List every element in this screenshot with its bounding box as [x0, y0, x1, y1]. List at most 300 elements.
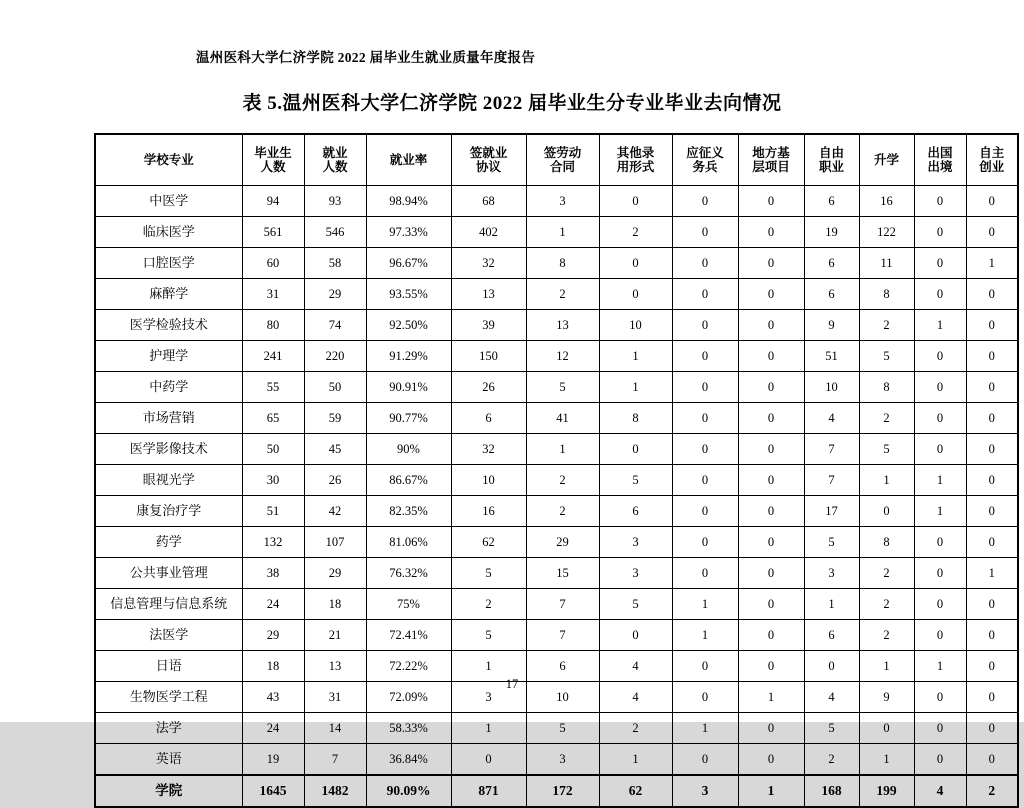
cell-freelance: 10 [804, 372, 859, 403]
cell-further_study: 1 [859, 744, 914, 776]
column-header-label-2: 出境 [927, 160, 953, 174]
cell-grassroots: 0 [738, 341, 804, 372]
cell-freelance: 19 [804, 217, 859, 248]
cell-freelance: 4 [804, 682, 859, 713]
cell-contract: 10 [526, 682, 599, 713]
cell-freelance: 1 [804, 589, 859, 620]
cell-major: 生物医学工程 [95, 682, 242, 713]
cell-abroad: 1 [914, 496, 966, 527]
cell-rate: 72.22% [366, 651, 451, 682]
cell-rate: 91.29% [366, 341, 451, 372]
cell-grassroots: 0 [738, 558, 804, 589]
cell-army: 0 [672, 248, 738, 279]
cell-employed: 93 [304, 186, 366, 217]
cell-contract: 1 [526, 217, 599, 248]
cell-major: 医学检验技术 [95, 310, 242, 341]
total-cell-army: 3 [672, 775, 738, 807]
cell-graduates: 50 [242, 434, 304, 465]
column-header-label-2: 用形式 [616, 160, 655, 174]
cell-rate: 75% [366, 589, 451, 620]
cell-abroad: 0 [914, 744, 966, 776]
cell-further_study: 5 [859, 434, 914, 465]
cell-further_study: 2 [859, 589, 914, 620]
cell-startup: 0 [966, 682, 1018, 713]
cell-agreement: 3 [451, 682, 526, 713]
cell-contract: 2 [526, 496, 599, 527]
total-cell-grassroots: 1 [738, 775, 804, 807]
column-header-label-2: 创业 [979, 160, 1005, 174]
cell-rate: 81.06% [366, 527, 451, 558]
cell-startup: 0 [966, 434, 1018, 465]
cell-startup: 0 [966, 465, 1018, 496]
cell-army: 1 [672, 589, 738, 620]
table-row [95, 620, 1018, 651]
cell-abroad: 0 [914, 620, 966, 651]
cell-major: 康复治疗学 [95, 496, 242, 527]
employment-table [94, 133, 1019, 808]
cell-graduates: 561 [242, 217, 304, 248]
column-header-label-2: 人数 [322, 160, 348, 174]
cell-graduates: 55 [242, 372, 304, 403]
cell-startup: 0 [966, 620, 1018, 651]
cell-employed: 220 [304, 341, 366, 372]
cell-other_forms: 1 [599, 341, 672, 372]
cell-grassroots: 0 [738, 217, 804, 248]
cell-grassroots: 0 [738, 372, 804, 403]
cell-army: 0 [672, 682, 738, 713]
cell-freelance: 0 [804, 651, 859, 682]
cell-graduates: 132 [242, 527, 304, 558]
cell-further_study: 2 [859, 558, 914, 589]
cell-contract: 12 [526, 341, 599, 372]
column-header-label: 自由 [818, 145, 844, 160]
column-header-army [672, 134, 738, 186]
column-header-abroad [914, 134, 966, 186]
cell-agreement: 2 [451, 589, 526, 620]
cell-startup: 0 [966, 651, 1018, 682]
cell-further_study: 5 [859, 341, 914, 372]
cell-abroad: 0 [914, 372, 966, 403]
cell-abroad: 0 [914, 217, 966, 248]
cell-grassroots: 0 [738, 713, 804, 744]
cell-freelance: 7 [804, 465, 859, 496]
cell-major: 临床医学 [95, 217, 242, 248]
cell-further_study: 0 [859, 496, 914, 527]
cell-graduates: 43 [242, 682, 304, 713]
cell-graduates: 80 [242, 310, 304, 341]
table-row [95, 496, 1018, 527]
cell-major: 日语 [95, 651, 242, 682]
cell-rate: 92.50% [366, 310, 451, 341]
cell-employed: 58 [304, 248, 366, 279]
cell-further_study: 8 [859, 372, 914, 403]
cell-contract: 41 [526, 403, 599, 434]
cell-other_forms: 5 [599, 465, 672, 496]
cell-employed: 42 [304, 496, 366, 527]
cell-graduates: 31 [242, 279, 304, 310]
cell-agreement: 62 [451, 527, 526, 558]
cell-major: 麻醉学 [95, 279, 242, 310]
cell-contract: 8 [526, 248, 599, 279]
cell-grassroots: 0 [738, 279, 804, 310]
total-cell-contract: 172 [526, 775, 599, 807]
cell-contract: 2 [526, 279, 599, 310]
cell-rate: 76.32% [366, 558, 451, 589]
cell-graduates: 241 [242, 341, 304, 372]
cell-further_study: 1 [859, 651, 914, 682]
cell-contract: 5 [526, 372, 599, 403]
cell-freelance: 5 [804, 713, 859, 744]
cell-agreement: 32 [451, 248, 526, 279]
cell-startup: 0 [966, 744, 1018, 776]
cell-rate: 86.67% [366, 465, 451, 496]
cell-agreement: 5 [451, 620, 526, 651]
cell-graduates: 24 [242, 713, 304, 744]
cell-startup: 0 [966, 217, 1018, 248]
cell-abroad: 0 [914, 558, 966, 589]
cell-agreement: 150 [451, 341, 526, 372]
cell-major: 信息管理与信息系统 [95, 589, 242, 620]
cell-contract: 2 [526, 465, 599, 496]
column-header-label: 应征义 [686, 145, 724, 160]
cell-army: 0 [672, 744, 738, 776]
cell-rate: 90% [366, 434, 451, 465]
cell-agreement: 0 [451, 744, 526, 776]
cell-employed: 13 [304, 651, 366, 682]
cell-startup: 0 [966, 496, 1018, 527]
cell-contract: 15 [526, 558, 599, 589]
cell-army: 0 [672, 217, 738, 248]
total-cell-startup: 2 [966, 775, 1018, 807]
cell-other_forms: 4 [599, 651, 672, 682]
table-row [95, 589, 1018, 620]
cell-contract: 5 [526, 713, 599, 744]
cell-abroad: 0 [914, 248, 966, 279]
total-cell-agreement: 871 [451, 775, 526, 807]
table-row [95, 372, 1018, 403]
cell-startup: 0 [966, 713, 1018, 744]
cell-startup: 0 [966, 310, 1018, 341]
cell-other_forms: 2 [599, 217, 672, 248]
cell-graduates: 65 [242, 403, 304, 434]
table-row [95, 558, 1018, 589]
cell-agreement: 16 [451, 496, 526, 527]
column-header-label-2: 人数 [260, 160, 286, 174]
cell-other_forms: 0 [599, 620, 672, 651]
cell-agreement: 1 [451, 713, 526, 744]
cell-other_forms: 1 [599, 372, 672, 403]
cell-freelance: 2 [804, 744, 859, 776]
cell-rate: 72.09% [366, 682, 451, 713]
table-row [95, 465, 1018, 496]
cell-army: 0 [672, 651, 738, 682]
cell-contract: 3 [526, 186, 599, 217]
column-header-label-2: 协议 [475, 160, 501, 174]
cell-rate: 98.94% [366, 186, 451, 217]
cell-grassroots: 1 [738, 682, 804, 713]
column-header-label: 升学 [873, 152, 899, 167]
total-cell-major: 学院 [95, 775, 242, 807]
cell-agreement: 10 [451, 465, 526, 496]
cell-further_study: 2 [859, 310, 914, 341]
cell-major: 护理学 [95, 341, 242, 372]
cell-abroad: 0 [914, 527, 966, 558]
cell-rate: 58.33% [366, 713, 451, 744]
cell-major: 中药学 [95, 372, 242, 403]
cell-further_study: 8 [859, 279, 914, 310]
cell-further_study: 9 [859, 682, 914, 713]
cell-graduates: 29 [242, 620, 304, 651]
cell-other_forms: 0 [599, 279, 672, 310]
table-row [95, 248, 1018, 279]
cell-rate: 36.84% [366, 744, 451, 776]
cell-freelance: 6 [804, 248, 859, 279]
cell-rate: 97.33% [366, 217, 451, 248]
cell-contract: 29 [526, 527, 599, 558]
column-header-label: 其他录 [616, 145, 655, 160]
cell-startup: 1 [966, 558, 1018, 589]
cell-agreement: 39 [451, 310, 526, 341]
cell-further_study: 2 [859, 620, 914, 651]
cell-startup: 0 [966, 403, 1018, 434]
cell-rate: 72.41% [366, 620, 451, 651]
cell-rate: 90.91% [366, 372, 451, 403]
column-header-major [95, 134, 242, 186]
cell-freelance: 6 [804, 186, 859, 217]
cell-major: 中医学 [95, 186, 242, 217]
cell-grassroots: 0 [738, 589, 804, 620]
cell-other_forms: 6 [599, 496, 672, 527]
column-header-startup [966, 134, 1018, 186]
total-cell-employed: 1482 [304, 775, 366, 807]
cell-grassroots: 0 [738, 744, 804, 776]
column-header-label: 签就业 [469, 145, 508, 160]
column-header-label-2: 职业 [818, 160, 844, 174]
cell-startup: 1 [966, 248, 1018, 279]
cell-further_study: 11 [859, 248, 914, 279]
cell-army: 0 [672, 465, 738, 496]
cell-freelance: 17 [804, 496, 859, 527]
cell-graduates: 24 [242, 589, 304, 620]
cell-rate: 82.35% [366, 496, 451, 527]
cell-abroad: 0 [914, 434, 966, 465]
column-header-other_forms [599, 134, 672, 186]
cell-freelance: 5 [804, 527, 859, 558]
column-header-employed [304, 134, 366, 186]
cell-employed: 14 [304, 713, 366, 744]
cell-startup: 0 [966, 372, 1018, 403]
column-header-label-2: 合同 [549, 160, 575, 174]
cell-startup: 0 [966, 279, 1018, 310]
table-row [95, 434, 1018, 465]
employment-table-container [94, 133, 1005, 808]
cell-army: 0 [672, 341, 738, 372]
cell-grassroots: 0 [738, 527, 804, 558]
cell-rate: 90.77% [366, 403, 451, 434]
column-header-label: 就业率 [389, 152, 428, 167]
cell-grassroots: 0 [738, 186, 804, 217]
column-header-agreement [451, 134, 526, 186]
column-header-graduates [242, 134, 304, 186]
column-header-label: 签劳动 [543, 145, 582, 160]
cell-startup: 0 [966, 341, 1018, 372]
cell-other_forms: 8 [599, 403, 672, 434]
column-header-label: 毕业生 [254, 145, 292, 160]
cell-abroad: 0 [914, 341, 966, 372]
cell-major: 市场营销 [95, 403, 242, 434]
total-cell-abroad: 4 [914, 775, 966, 807]
cell-startup: 0 [966, 186, 1018, 217]
table-row [95, 744, 1018, 776]
cell-other_forms: 3 [599, 527, 672, 558]
column-header-label: 学校专业 [143, 152, 194, 167]
column-header-rate [366, 134, 451, 186]
cell-abroad: 0 [914, 713, 966, 744]
cell-grassroots: 0 [738, 310, 804, 341]
cell-army: 0 [672, 279, 738, 310]
cell-army: 0 [672, 527, 738, 558]
cell-employed: 546 [304, 217, 366, 248]
cell-contract: 6 [526, 651, 599, 682]
cell-contract: 3 [526, 744, 599, 776]
cell-graduates: 19 [242, 744, 304, 776]
cell-employed: 59 [304, 403, 366, 434]
cell-army: 0 [672, 558, 738, 589]
cell-further_study: 16 [859, 186, 914, 217]
cell-further_study: 2 [859, 403, 914, 434]
cell-major: 眼视光学 [95, 465, 242, 496]
column-header-grassroots [738, 134, 804, 186]
cell-army: 0 [672, 434, 738, 465]
table-row [95, 217, 1018, 248]
cell-further_study: 1 [859, 465, 914, 496]
cell-freelance: 7 [804, 434, 859, 465]
cell-agreement: 1 [451, 651, 526, 682]
cell-freelance: 9 [804, 310, 859, 341]
cell-agreement: 26 [451, 372, 526, 403]
column-header-label: 就业 [322, 145, 348, 160]
cell-grassroots: 0 [738, 434, 804, 465]
cell-freelance: 3 [804, 558, 859, 589]
column-header-further_study [859, 134, 914, 186]
cell-further_study: 0 [859, 713, 914, 744]
page-number: 17 [505, 677, 519, 691]
column-header-contract [526, 134, 599, 186]
column-header-freelance [804, 134, 859, 186]
cell-further_study: 122 [859, 217, 914, 248]
cell-employed: 45 [304, 434, 366, 465]
cell-graduates: 60 [242, 248, 304, 279]
cell-other_forms: 10 [599, 310, 672, 341]
cell-other_forms: 0 [599, 248, 672, 279]
cell-contract: 13 [526, 310, 599, 341]
cell-grassroots: 0 [738, 248, 804, 279]
cell-grassroots: 0 [738, 651, 804, 682]
table-row [95, 341, 1018, 372]
total-cell-further_study: 199 [859, 775, 914, 807]
cell-abroad: 0 [914, 682, 966, 713]
cell-employed: 50 [304, 372, 366, 403]
table-row [95, 713, 1018, 744]
cell-army: 0 [672, 403, 738, 434]
cell-graduates: 30 [242, 465, 304, 496]
column-header-label: 地方基 [752, 145, 790, 160]
cell-abroad: 1 [914, 310, 966, 341]
cell-other_forms: 2 [599, 713, 672, 744]
cell-army: 0 [672, 186, 738, 217]
cell-agreement: 32 [451, 434, 526, 465]
cell-major: 医学影像技术 [95, 434, 242, 465]
table-row [95, 279, 1018, 310]
cell-grassroots: 0 [738, 465, 804, 496]
cell-other_forms: 3 [599, 558, 672, 589]
cell-contract: 7 [526, 620, 599, 651]
cell-army: 1 [672, 713, 738, 744]
cell-graduates: 38 [242, 558, 304, 589]
cell-major: 口腔医学 [95, 248, 242, 279]
cell-employed: 74 [304, 310, 366, 341]
cell-rate: 93.55% [366, 279, 451, 310]
cell-army: 0 [672, 310, 738, 341]
cell-startup: 0 [966, 527, 1018, 558]
cell-abroad: 1 [914, 465, 966, 496]
cell-major: 法学 [95, 713, 242, 744]
total-cell-rate: 90.09% [366, 775, 451, 807]
column-header-label-2: 务兵 [692, 160, 718, 174]
cell-major: 英语 [95, 744, 242, 776]
cell-employed: 26 [304, 465, 366, 496]
column-header-label: 自主 [979, 145, 1005, 160]
cell-rate: 96.67% [366, 248, 451, 279]
cell-other_forms: 4 [599, 682, 672, 713]
table-total-row [95, 775, 1018, 807]
cell-agreement: 68 [451, 186, 526, 217]
cell-major: 公共事业管理 [95, 558, 242, 589]
total-cell-freelance: 168 [804, 775, 859, 807]
cell-abroad: 0 [914, 403, 966, 434]
cell-other_forms: 0 [599, 434, 672, 465]
cell-abroad: 0 [914, 279, 966, 310]
table-head [95, 134, 1018, 186]
cell-employed: 21 [304, 620, 366, 651]
cell-further_study: 8 [859, 527, 914, 558]
cell-contract: 7 [526, 589, 599, 620]
cell-agreement: 5 [451, 558, 526, 589]
cell-employed: 31 [304, 682, 366, 713]
table-row [95, 403, 1018, 434]
table-row [95, 186, 1018, 217]
cell-army: 1 [672, 620, 738, 651]
table-row [95, 527, 1018, 558]
cell-abroad: 1 [914, 651, 966, 682]
cell-startup: 0 [966, 589, 1018, 620]
cell-army: 0 [672, 372, 738, 403]
cell-other_forms: 5 [599, 589, 672, 620]
cell-freelance: 51 [804, 341, 859, 372]
cell-grassroots: 0 [738, 496, 804, 527]
cell-army: 0 [672, 496, 738, 527]
cell-freelance: 4 [804, 403, 859, 434]
cell-freelance: 6 [804, 620, 859, 651]
table-title: 表 5.温州医科大学仁济学院 2022 届毕业生分专业毕业去向情况 [242, 93, 782, 114]
column-header-label-2: 层项目 [752, 160, 790, 174]
cell-abroad: 0 [914, 186, 966, 217]
document-header: 温州医科大学仁济学院 2022 届毕业生就业质量年度报告 [196, 50, 536, 65]
cell-other_forms: 0 [599, 186, 672, 217]
cell-grassroots: 0 [738, 620, 804, 651]
table-body [95, 186, 1018, 808]
cell-employed: 18 [304, 589, 366, 620]
